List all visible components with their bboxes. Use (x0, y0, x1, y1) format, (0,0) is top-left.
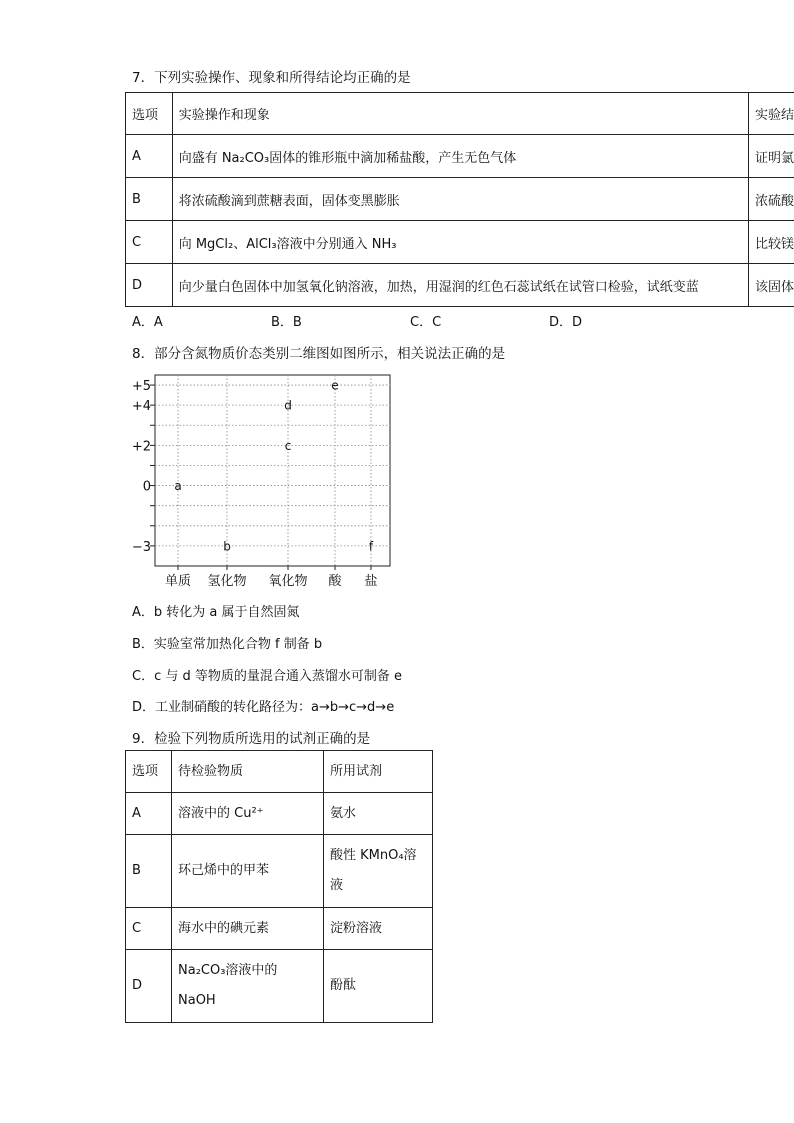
row-conclusion: 证明氯 (748, 135, 794, 178)
y-tick-label: 0 (142, 479, 151, 495)
table-row (126, 264, 794, 307)
row-operation: 向盛有 Na₂CO₃固体的锥形瓶中滴加稀盐酸，产生无色气体 (172, 135, 748, 178)
row-option: C (126, 908, 172, 950)
row-substance: 环己烯中的甲苯 (172, 835, 324, 908)
table-row (126, 93, 794, 135)
data-point-c: c (284, 438, 292, 453)
y-tick-label: +4 (131, 399, 151, 415)
data-point-a: a (174, 479, 182, 494)
choice-c[interactable]: C．C (410, 315, 442, 330)
data-point-e: e (331, 378, 339, 393)
data-point-d: d (284, 398, 292, 413)
q7-stem: 7．下列实验操作、现象和所得结论均正确的是 (132, 70, 411, 86)
table-row (126, 835, 433, 908)
row-reagent: 酸性 KMnO₄溶液 (324, 835, 433, 908)
table-row (126, 135, 794, 178)
q8-option-a[interactable]: A．b 转化为 a 属于自然固氮 (132, 605, 300, 620)
row-reagent: 酚酞 (324, 950, 433, 1023)
table-row (126, 178, 794, 221)
row-conclusion: 比较镁 (748, 221, 794, 264)
row-operation: 向 MgCl₂、AlCl₃溶液中分别通入 NH₃ (172, 221, 748, 264)
table-row (126, 950, 433, 1023)
q8-option-b[interactable]: B．实验室常加热化合物 f 制备 b (132, 637, 323, 652)
table-row (126, 221, 794, 264)
y-tick-label: −3 (131, 539, 151, 555)
q8-stem: 8．部分含氮物质价态类别二维图如图所示，相关说法正确的是 (132, 346, 506, 362)
x-tick-label: 氢化物 (207, 574, 247, 589)
q9-stem: 9．检验下列物质所选用的试剂正确的是 (132, 731, 371, 747)
choice-a[interactable]: A．A (132, 315, 163, 330)
header-conclusion: 实验结 (748, 93, 794, 135)
header-option: 选项 (126, 93, 173, 135)
header-substance: 待检验物质 (172, 751, 324, 793)
row-option: A (126, 793, 172, 835)
row-reagent: 淀粉溶液 (324, 908, 433, 950)
header-reagent: 所用试剂 (324, 751, 433, 793)
row-conclusion: 浓硫酸 (748, 178, 794, 221)
data-point-f: f (368, 539, 374, 554)
y-tick-label: +2 (131, 439, 151, 455)
row-operation: 将浓硫酸滴到蔗糖表面，固体变黑膨胀 (172, 178, 748, 221)
q7-table (125, 92, 794, 307)
plot-frame (155, 375, 390, 566)
y-tick-label: +5 (131, 379, 151, 395)
q9-table (125, 750, 433, 1023)
x-tick-label: 盐 (364, 574, 378, 589)
row-substance: 海水中的碘元素 (172, 908, 324, 950)
row-option: C (126, 221, 173, 264)
q8-option-c[interactable]: C．c 与 d 等物质的量混合通入蒸馏水可制备 e (132, 669, 403, 684)
row-reagent: 氨水 (324, 793, 433, 835)
nitrogen-valence-chart (125, 370, 400, 592)
row-substance: Na₂CO₃溶液中的 NaOH (172, 950, 324, 1023)
header-option: 选项 (126, 751, 172, 793)
x-tick-label: 酸 (328, 574, 342, 589)
row-option: B (126, 835, 172, 908)
choice-d[interactable]: D．D (549, 315, 583, 330)
row-option: D (126, 950, 172, 1023)
row-substance: 溶液中的 Cu²⁺ (172, 793, 324, 835)
table-row (126, 908, 433, 950)
row-option: A (126, 135, 173, 178)
data-point-b: b (223, 539, 231, 554)
header-operation: 实验操作和现象 (172, 93, 748, 135)
row-option: D (126, 264, 173, 307)
x-tick-label: 氧化物 (268, 574, 308, 589)
row-conclusion: 该固体 (748, 264, 794, 307)
q8-option-d[interactable]: D．工业制硝酸的转化路径为：a→b→c→d→e (132, 700, 395, 715)
table-row (126, 793, 433, 835)
x-tick-label: 单质 (164, 574, 192, 589)
row-option: B (126, 178, 173, 221)
row-operation: 向少量白色固体中加氢氧化钠溶液，加热，用湿润的红色石蕊试纸在试管口检验，试纸变蓝 (172, 264, 748, 307)
table-row (126, 751, 433, 793)
choice-b[interactable]: B．B (271, 315, 302, 330)
